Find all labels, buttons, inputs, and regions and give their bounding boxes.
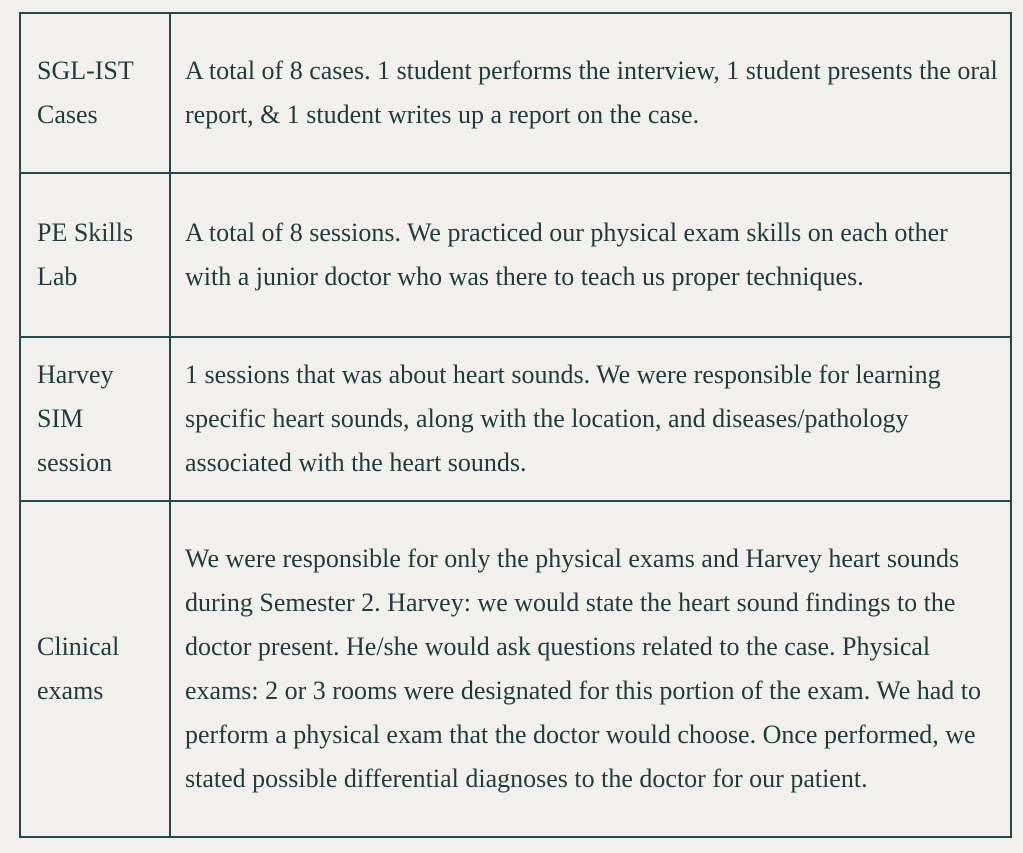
row-description: A total of 8 sessions. We practiced our physical exam skills on each other with a junior doctor who was there to teach us proper techniques. — [170, 173, 1011, 337]
row-label: SGL-IST Cases — [20, 13, 170, 173]
table-row — [20, 501, 1011, 837]
row-description: A total of 8 cases. 1 student performs the interview, 1 student presents the oral report, & 1 student writes up a report on the case. — [170, 13, 1011, 173]
row-label: Harvey SIM session — [20, 337, 170, 501]
table-row — [20, 337, 1011, 501]
row-description: We were responsible for only the physical exams and Harvey heart sounds during Semester 2. Harvey: we would state the heart sound findings to the doctor present. He/she would ask questions related to the case. Physical exams: 2 or 3 rooms were designated for this portion of the exam. We had to perform a physical exam that the doctor would choose. Once performed, we stated possible differential diagnoses to the doctor for our patient. — [170, 501, 1011, 837]
row-label: Clinical exams — [20, 501, 170, 837]
row-label: PE Skills Lab — [20, 173, 170, 337]
table-row — [20, 13, 1011, 173]
row-description: 1 sessions that was about heart sounds. We were responsible for learning specific heart sounds, along with the location, and diseases/pathology associated with the heart sounds. — [170, 337, 1011, 501]
curriculum-table — [19, 12, 1012, 838]
table-row — [20, 173, 1011, 337]
